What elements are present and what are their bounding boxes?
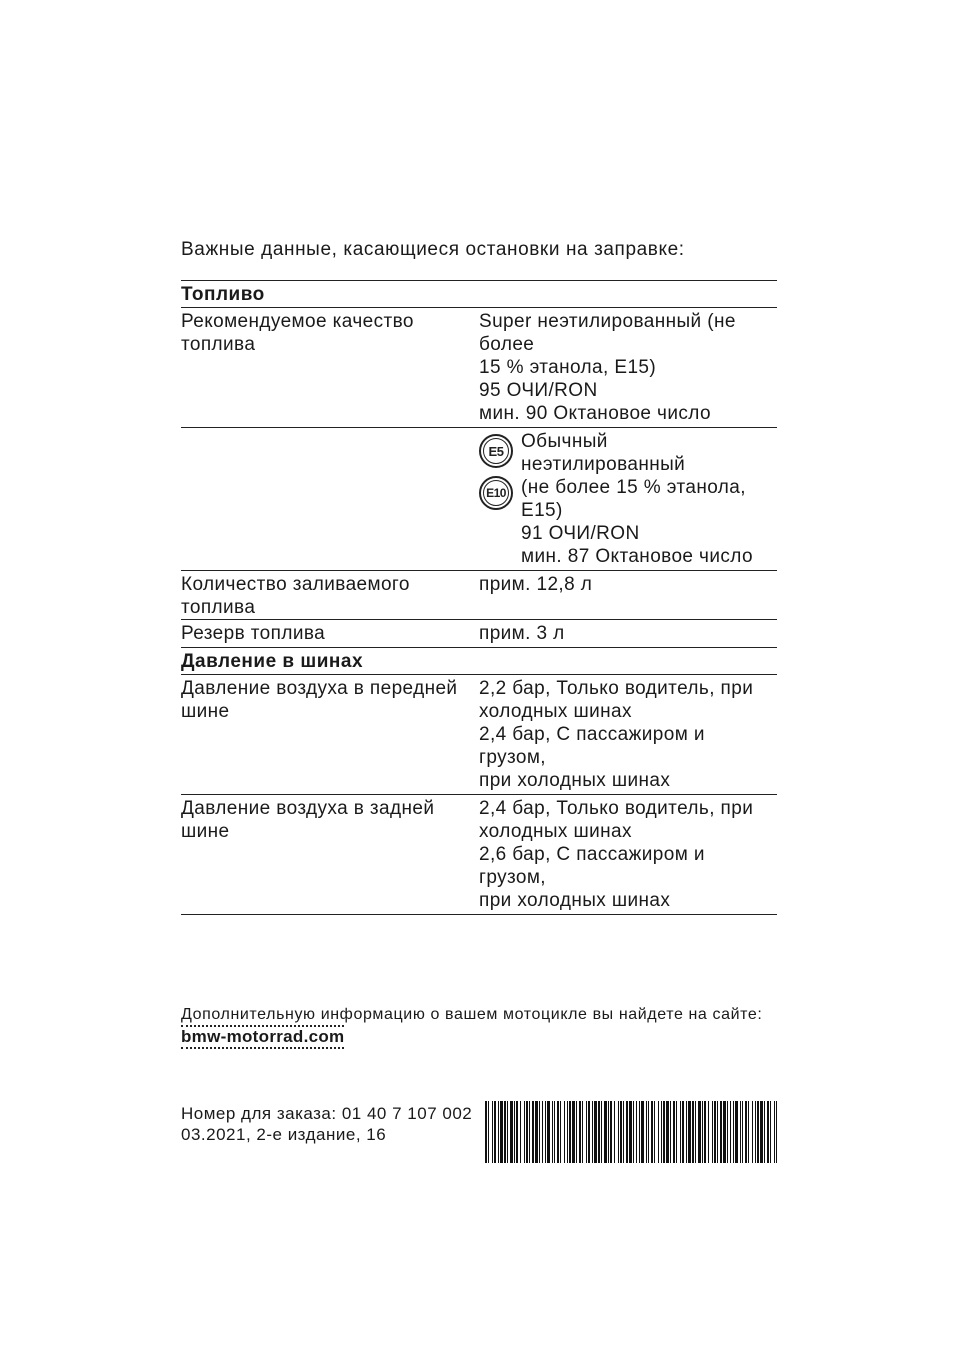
barcode-bar — [588, 1101, 590, 1163]
barcode-bar — [554, 1101, 555, 1163]
value-line: при холодных шинах — [479, 770, 671, 791]
barcode-bar — [658, 1101, 659, 1163]
barcode-bar — [592, 1101, 593, 1163]
barcode-bar — [529, 1101, 530, 1163]
value-line: 2,4 бар, С пассажиром и грузом, — [479, 724, 705, 768]
barcode-bar — [598, 1101, 600, 1163]
value-line: E15) — [521, 500, 563, 521]
barcode-bar — [557, 1101, 559, 1163]
barcode-bar — [708, 1101, 709, 1163]
label-line: Давление воздуха в передней — [181, 678, 458, 699]
value-line: мин. 90 Октановое число — [479, 403, 711, 424]
rear-tire-label: Давление воздуха в задней шине — [181, 798, 435, 842]
barcode-bar — [492, 1101, 493, 1163]
barcode-bar — [567, 1101, 568, 1163]
barcode-bar — [717, 1101, 718, 1163]
barcode-bar — [639, 1101, 640, 1163]
fuel-badges — [479, 430, 521, 568]
recommended-fuel-value — [479, 308, 777, 427]
barcode-bar — [526, 1101, 528, 1163]
barcode-bar — [539, 1101, 540, 1163]
value-line: Обычный неэтилированный — [521, 431, 686, 475]
barcode-bar — [745, 1101, 747, 1163]
recommended-fuel-row — [181, 308, 777, 428]
barcode-bar — [564, 1101, 565, 1163]
barcode-bar — [752, 1101, 753, 1163]
barcode-bar — [594, 1101, 597, 1163]
barcode-bar — [670, 1101, 671, 1163]
fuel-reserve-label: Резерв топлива — [181, 623, 326, 644]
barcode-bar — [510, 1101, 513, 1163]
recommended-fuel-label: Рекомендуемое качество топлива — [181, 311, 414, 355]
barcode-bar — [636, 1101, 637, 1163]
barcode-bar — [608, 1101, 609, 1163]
barcode-bar — [569, 1101, 571, 1163]
barcode-bar — [572, 1101, 575, 1163]
barcode-bar — [524, 1101, 525, 1163]
front-tire-value — [479, 675, 777, 794]
barcode-bar — [542, 1101, 543, 1163]
barcode-bar — [545, 1101, 546, 1163]
barcode-bar — [742, 1101, 743, 1163]
value-line: 2,4 бар, Только водитель, при — [479, 798, 754, 819]
alternative-fuel-row — [181, 428, 777, 571]
barcode-bar — [582, 1101, 583, 1163]
value-line: Super неэтилированный (не более — [479, 311, 736, 355]
rear-tire-row — [181, 795, 777, 915]
e5-badge-icon: E5 — [479, 434, 513, 468]
barcode-bar — [723, 1101, 726, 1163]
barcode-bar — [532, 1101, 534, 1163]
barcode-bar — [576, 1101, 577, 1163]
barcode-bar — [514, 1101, 515, 1163]
barcode-bar — [686, 1101, 687, 1163]
barcode-bar — [626, 1101, 628, 1163]
barcode-bar — [735, 1101, 738, 1163]
value-line: (не более 15 % этанола, — [521, 477, 746, 498]
value-line: 91 ОЧИ/RON — [521, 523, 640, 544]
barcode-bar — [727, 1101, 728, 1163]
barcode-bar — [535, 1101, 538, 1163]
fuel-section-title: Топливо — [181, 281, 777, 308]
barcode-bar — [676, 1101, 677, 1163]
barcode-bar — [702, 1101, 703, 1163]
barcode-bar — [641, 1101, 644, 1163]
barcode-bar — [698, 1101, 701, 1163]
barcode-bar — [755, 1101, 756, 1163]
barcode-bar — [680, 1101, 681, 1163]
barcode-bar — [586, 1101, 587, 1163]
value-line: холодных шинах — [479, 701, 632, 722]
barcode-bar — [520, 1101, 521, 1163]
empty-label — [181, 428, 479, 570]
barcode-bar — [748, 1101, 749, 1163]
order-number: Номер для заказа: 01 40 7 107 002 — [181, 1104, 473, 1123]
barcode-bar — [646, 1101, 647, 1163]
value-line: 2,2 бар, Только водитель, при — [479, 678, 754, 699]
barcode-bar — [730, 1101, 731, 1163]
barcode-bar — [720, 1101, 722, 1163]
fuel-reserve-row — [181, 620, 777, 648]
alternative-fuel-lines — [521, 430, 777, 568]
barcode-bar — [629, 1101, 632, 1163]
barcode-bar — [733, 1101, 734, 1163]
value-line: 15 % этанола, E15) — [479, 357, 657, 378]
barcode-bar — [776, 1101, 777, 1163]
barcode-bar — [712, 1101, 713, 1163]
barcode-bar — [663, 1101, 665, 1163]
website-link[interactable]: bmw-motorrad.com — [181, 1025, 344, 1049]
barcode-bar — [552, 1101, 553, 1163]
barcode-bar — [704, 1101, 706, 1163]
e10-badge-icon: E10 — [479, 476, 513, 510]
barcode-bar — [547, 1101, 550, 1163]
barcode-bar — [604, 1101, 607, 1163]
tire-section-title: Давление в шинах — [181, 648, 777, 675]
order-info — [181, 1103, 481, 1145]
fuel-reserve-value: прим. 3 л — [479, 623, 565, 644]
value-line: при холодных шинах — [479, 890, 671, 911]
barcode-bar — [579, 1101, 581, 1163]
alternative-fuel-value — [479, 428, 777, 570]
barcode-bar — [507, 1101, 508, 1163]
barcode-bar — [654, 1101, 655, 1163]
barcode-bar — [601, 1101, 602, 1163]
barcode-bar — [666, 1101, 669, 1163]
barcode-bar — [764, 1101, 765, 1163]
fuel-capacity-row — [181, 571, 777, 620]
barcode-bar — [651, 1101, 653, 1163]
barcode-bar — [682, 1101, 684, 1163]
value-line: мин. 87 Октановое число — [521, 546, 753, 567]
barcode-bar — [633, 1101, 634, 1163]
barcode-bar — [770, 1101, 771, 1163]
barcode-bar — [614, 1101, 615, 1163]
barcode-bar — [610, 1101, 612, 1163]
barcode-bar — [661, 1101, 662, 1163]
barcode-bar — [485, 1101, 487, 1163]
value-line: холодных шинах — [479, 821, 632, 842]
barcode-bar — [623, 1101, 624, 1163]
value-line: 95 ОЧИ/RON — [479, 380, 598, 401]
barcode-bar — [692, 1101, 694, 1163]
barcode-bar — [714, 1101, 716, 1163]
barcode-bar — [740, 1101, 741, 1163]
more-info-text: Дополнительную информацию о вашем мотоцикле вы найдете на сайте: — [181, 1006, 763, 1023]
barcode-bar — [500, 1101, 503, 1163]
fuel-capacity-value: прим. 12,8 л — [479, 574, 593, 595]
barcode-bar — [757, 1101, 759, 1163]
barcode-bar — [760, 1101, 763, 1163]
more-info — [181, 1005, 781, 1049]
edition-info: 03.2021, 2-е издание, 16 — [181, 1125, 387, 1144]
intro-text: Важные данные, касающиеся остановки на заправке: — [181, 239, 685, 260]
barcode-bar — [516, 1101, 518, 1163]
barcode-bar — [695, 1101, 696, 1163]
fuel-capacity-label: Количество заливаемого топлива — [181, 574, 410, 618]
barcode-bar — [767, 1101, 769, 1163]
barcode-bar — [688, 1101, 691, 1163]
barcode-bar — [498, 1101, 499, 1163]
barcode-bar — [504, 1101, 506, 1163]
barcode-bar — [673, 1101, 675, 1163]
barcode-bar — [560, 1101, 561, 1163]
rear-tire-value — [479, 795, 777, 914]
front-tire-label — [181, 675, 479, 794]
barcode-bar — [648, 1101, 649, 1163]
barcode-bar — [620, 1101, 622, 1163]
barcode-bar — [494, 1101, 496, 1163]
spec-table — [181, 280, 777, 915]
barcode-bar — [774, 1101, 775, 1163]
barcode — [485, 1101, 777, 1163]
label-line: шине — [181, 701, 230, 722]
value-line: 2,6 бар, С пассажиром и грузом, — [479, 844, 705, 888]
barcode-bar — [488, 1101, 489, 1163]
front-tire-row — [181, 675, 777, 795]
barcode-bar — [618, 1101, 619, 1163]
